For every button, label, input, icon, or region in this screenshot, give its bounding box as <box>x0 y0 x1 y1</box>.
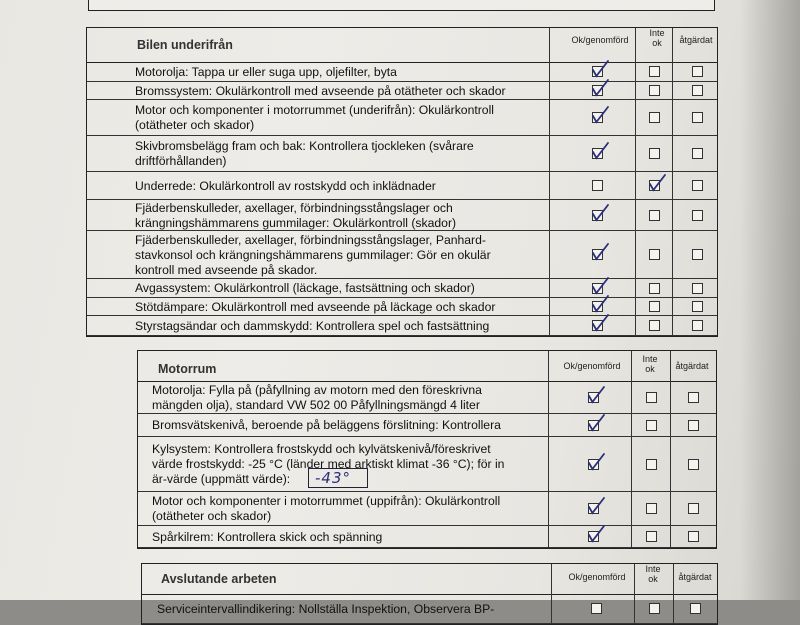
checkbox-atgardat[interactable] <box>688 420 699 431</box>
checklist-row <box>87 62 717 82</box>
col-header-ok: Ok/genomförd <box>563 361 621 371</box>
col-header-atgardat: åtgärdat <box>678 572 712 582</box>
checklist-row <box>138 414 716 437</box>
row-label-line: mängden olja), standard VW 502 00 Påfyllningsmängd 4 liter <box>152 397 480 412</box>
checkbox-atgardat[interactable] <box>692 148 703 159</box>
checkbox-ok[interactable] <box>592 320 603 331</box>
row-label <box>135 300 495 315</box>
section-title: Bilen underifrån <box>137 38 233 52</box>
checkbox-inte-ok[interactable] <box>646 420 657 431</box>
top-strip-row <box>88 0 715 11</box>
row-label-line: Bromssystem: Okulärkontroll med avseende på otätheter och skador <box>135 83 506 98</box>
row-label-line: Motorolja: Tappa ur eller suga upp, oljefilter, byta <box>135 64 397 79</box>
row-label-line: driftförhållanden) <box>135 154 227 168</box>
checkbox-ok[interactable] <box>592 283 603 294</box>
checkbox-atgardat[interactable] <box>688 459 699 470</box>
checkbox-inte-ok[interactable] <box>646 503 657 514</box>
checklist-row <box>87 316 717 336</box>
checklist-row <box>138 492 716 526</box>
checkbox-ok[interactable] <box>592 112 603 123</box>
checkbox-inte-ok[interactable] <box>646 531 657 542</box>
row-label-line: värde frostskydd: -25 °C (länder med arktiskt klimat -36 °C); för in <box>152 457 505 471</box>
checkbox-inte-ok[interactable] <box>649 320 660 331</box>
col-header-inte-ok-line2: ok <box>652 38 662 48</box>
col-header-atgardat: åtgärdat <box>679 35 713 45</box>
row-label-line: Bromsvätskenivå, beroende på beläggens förslitning: Kontrollera <box>152 418 501 432</box>
checkbox-atgardat[interactable] <box>692 249 703 260</box>
row-label-line: (otätheter och skador) <box>135 118 255 132</box>
row-label-line: Underrede: Okulärkontroll av rostskydd och inklädnader <box>135 178 436 193</box>
checkbox-inte-ok[interactable] <box>649 603 660 614</box>
checkbox-atgardat[interactable] <box>688 503 699 514</box>
checkbox-inte-ok[interactable] <box>646 459 657 470</box>
checkbox-inte-ok[interactable] <box>649 66 660 77</box>
col-header-inte-ok <box>639 564 667 584</box>
row-label <box>135 103 494 133</box>
checkbox-ok[interactable] <box>588 392 599 403</box>
row-label <box>135 201 456 231</box>
col-header-inte-ok-line1: Inte <box>649 28 665 38</box>
checkbox-atgardat[interactable] <box>692 301 703 312</box>
row-label <box>152 383 482 413</box>
section-header <box>138 351 716 382</box>
checkbox-atgardat[interactable] <box>692 66 703 77</box>
section-title: Avslutande arbeten <box>161 572 277 586</box>
row-label-line: Motor och komponenter i motorrummet (uppifrån): Okulärkontroll <box>152 494 501 508</box>
checkbox-inte-ok[interactable] <box>649 85 660 96</box>
col-header-atgardat: åtgärdat <box>675 361 709 371</box>
checkbox-ok[interactable] <box>592 180 603 191</box>
row-label-line: kontroll med avseende på skador. <box>135 262 318 277</box>
measured-value-box <box>308 468 368 488</box>
checkbox-inte-ok[interactable] <box>649 112 660 123</box>
checkbox-atgardat[interactable] <box>692 112 703 123</box>
checkbox-inte-ok[interactable] <box>649 283 660 294</box>
row-label-line: Fjäderbenskulleder, axellager, förbindningsstångslager och <box>135 201 453 215</box>
section-header <box>87 28 717 63</box>
row-label-line: Motorolja: Fylla på (påfyllning av motorn med den föreskrivna <box>152 382 482 397</box>
col-header-inte-ok-line2: ok <box>648 574 658 584</box>
row-label-line: Skivbromsbelägg fram och bak: Kontrollera tjockleken (svårare <box>135 139 474 153</box>
checkbox-ok[interactable] <box>592 210 603 221</box>
page-edge-shadow <box>740 0 800 600</box>
checklist-row <box>138 381 716 414</box>
row-label-line: (otätheter och skador) <box>152 509 272 523</box>
row-label-line: är-värde (uppmätt värde): <box>152 472 291 486</box>
checkbox-ok[interactable] <box>588 531 599 542</box>
checkbox-ok[interactable] <box>588 420 599 431</box>
section-avslutande-arbeten <box>141 563 718 625</box>
checkbox-atgardat[interactable] <box>688 392 699 403</box>
row-label <box>152 530 382 545</box>
section-bilen-underifran <box>86 27 718 337</box>
checkbox-ok[interactable] <box>592 85 603 96</box>
row-label-line: Styrstagsändar och dammskydd: Kontrollera spel och fastsättning <box>135 318 490 333</box>
checklist-row <box>87 200 717 231</box>
row-label-line: Stötdämpare: Okulärkontroll med avseende på läckage och skador <box>135 299 496 314</box>
checkbox-ok[interactable] <box>591 603 602 614</box>
col-header-ok: Ok/genomförd <box>568 572 626 582</box>
measured-value-handwritten: -43° <box>315 469 351 487</box>
checklist-row <box>87 172 717 200</box>
row-label-line: stavkonsol och krängningshämmarens gummilager: Gör en okulär <box>135 247 491 262</box>
checkbox-ok[interactable] <box>592 249 603 260</box>
checkbox-ok[interactable] <box>592 301 603 312</box>
section-title: Motorrum <box>158 362 217 376</box>
checklist-row <box>138 437 716 492</box>
checkbox-inte-ok[interactable] <box>649 301 660 312</box>
col-header-inte-ok-line1: Inte <box>645 564 661 574</box>
row-label <box>157 602 494 617</box>
section-motorrum <box>137 350 717 549</box>
row-label <box>135 139 474 169</box>
checklist-row <box>138 526 716 548</box>
checkbox-ok[interactable] <box>588 503 599 514</box>
row-label-line: Fjäderbenskulleder, axellager, förbindningsstångslager, Panhard- <box>135 232 486 247</box>
checkbox-inte-ok[interactable] <box>649 148 660 159</box>
row-label <box>135 84 506 99</box>
row-label <box>135 281 475 296</box>
checkbox-atgardat[interactable] <box>692 283 703 294</box>
checklist-row <box>87 298 717 316</box>
checkbox-inte-ok[interactable] <box>649 180 660 191</box>
col-header-inte-ok <box>636 354 664 374</box>
section-header <box>142 564 717 595</box>
row-label-line: krängningshämmarens gummilager: Okulärkontroll (skador) <box>135 216 457 230</box>
row-label-line: Avgassystem: Okulärkontroll (läckage, fastsättning och skador) <box>135 281 475 295</box>
checkbox-ok[interactable] <box>592 148 603 159</box>
checklist-row <box>87 100 717 136</box>
col-header-inte-ok-line1: Inte <box>642 354 658 364</box>
checkbox-atgardat[interactable] <box>692 320 703 331</box>
row-label <box>152 494 500 524</box>
row-label-line: Spårkilrem: Kontrollera skick och spänning <box>152 529 383 544</box>
checkbox-atgardat[interactable] <box>688 531 699 542</box>
row-label <box>135 319 489 334</box>
row-label <box>135 233 491 278</box>
checkbox-ok[interactable] <box>592 66 603 77</box>
checkbox-atgardat[interactable] <box>692 85 703 96</box>
checkbox-inte-ok[interactable] <box>649 210 660 221</box>
checkbox-atgardat[interactable] <box>692 180 703 191</box>
col-header-ok: Ok/genomförd <box>571 35 629 45</box>
checkbox-atgardat[interactable] <box>692 210 703 221</box>
checkbox-atgardat[interactable] <box>690 603 701 614</box>
checkbox-inte-ok[interactable] <box>646 392 657 403</box>
row-label-line: Serviceintervallindikering: Nollställa Inspektion, Observera BP- <box>157 601 495 616</box>
col-header-inte-ok <box>643 28 671 48</box>
row-label-line: Kylsystem: Kontrollera frostskydd och kylvätskenivå/föreskrivet <box>152 442 491 456</box>
row-label-line: Motor och komponenter i motorrummet (underifrån): Okulärkontroll <box>135 103 494 117</box>
checklist-row <box>87 279 717 298</box>
checklist-row <box>142 594 717 624</box>
row-label <box>152 418 501 433</box>
checklist-row <box>87 231 717 279</box>
checklist-row <box>87 136 717 172</box>
checklist-row <box>87 82 717 100</box>
checkbox-ok[interactable] <box>588 459 599 470</box>
checkbox-inte-ok[interactable] <box>649 249 660 260</box>
row-label <box>135 179 436 194</box>
col-header-inte-ok-line2: ok <box>645 364 655 374</box>
row-label <box>135 65 397 80</box>
